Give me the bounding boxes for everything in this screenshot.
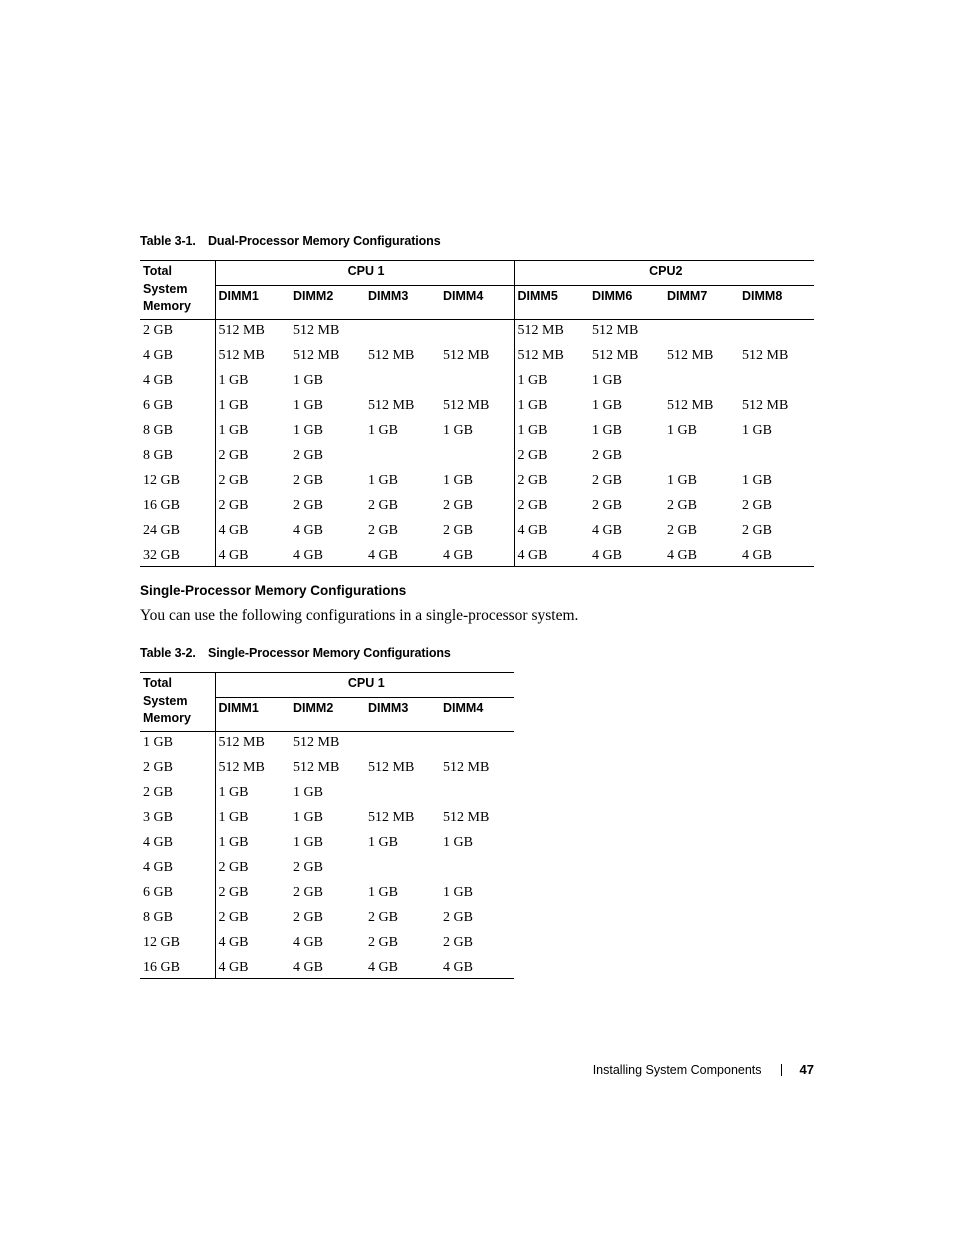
dimm-cell: 2 GB — [514, 471, 589, 496]
table-row — [140, 933, 514, 958]
dimm-cell: 2 GB — [368, 935, 398, 950]
dimm-cell: 1 GB — [592, 373, 622, 388]
table-row — [140, 346, 814, 371]
dimm-cell: 4 GB — [215, 958, 290, 979]
dimm-cell: 2 GB — [667, 523, 697, 538]
dimm-cell: 512 MB — [443, 760, 490, 775]
dimm-header: DIMM4 — [440, 286, 514, 320]
table-row — [140, 396, 814, 421]
dimm-cell: 1 GB — [293, 373, 323, 388]
dimm-cell: 1 GB — [443, 835, 473, 850]
dimm-cell: 512 MB — [215, 732, 290, 759]
table-3-1-caption — [140, 234, 441, 248]
dimm-cell: 2 GB — [293, 448, 323, 463]
dimm-cell — [365, 783, 440, 808]
table-row — [140, 521, 814, 546]
dimm-cell: 512 MB — [742, 348, 789, 363]
table-3-2-number: Table 3-2. — [140, 646, 196, 660]
dimm-cell: 1 GB — [293, 398, 323, 413]
dimm-cell: 2 GB — [293, 860, 323, 875]
table-row — [140, 471, 814, 496]
dimm-cell: 4 GB — [365, 546, 440, 567]
table-row — [140, 783, 514, 808]
table-3-1-number: Table 3-1. — [140, 234, 196, 248]
dimm-cell: 1 GB — [215, 808, 290, 833]
table-row — [140, 732, 514, 759]
dimm-cell: 2 GB — [368, 523, 398, 538]
table-row — [140, 546, 814, 567]
page-number: 47 — [799, 1062, 814, 1077]
dimm-cell: 512 MB — [293, 348, 340, 363]
dimm-cell: 4 GB — [290, 958, 365, 979]
total-memory-cell: 8 GB — [143, 423, 173, 438]
dimm-cell: 4 GB — [365, 958, 440, 979]
page-footer — [593, 1062, 814, 1077]
dimm-cell: 512 MB — [443, 348, 490, 363]
dimm-cell: 4 GB — [440, 546, 514, 567]
table-row — [140, 758, 514, 783]
dimm-cell — [365, 371, 440, 396]
dimm-cell: 1 GB — [215, 833, 290, 858]
dimm-cell — [365, 320, 440, 347]
total-memory-cell: 32 GB — [140, 546, 215, 567]
dimm-cell: 1 GB — [215, 371, 290, 396]
dimm-cell: 2 GB — [742, 523, 772, 538]
total-memory-cell: 2 GB — [143, 785, 173, 800]
single-processor-table — [140, 672, 514, 979]
dimm-cell: 512 MB — [293, 323, 340, 338]
dimm-cell: 1 GB — [368, 835, 398, 850]
dimm-header: DIMM3 — [365, 286, 440, 320]
dimm-cell: 1 GB — [293, 785, 323, 800]
dimm-cell: 512 MB — [215, 758, 290, 783]
dimm-cell: 2 GB — [215, 496, 290, 521]
dimm-cell: 2 GB — [215, 908, 290, 933]
dimm-cell: 1 GB — [514, 396, 589, 421]
dimm-header: DIMM7 — [664, 286, 739, 320]
dimm-cell: 1 GB — [443, 885, 473, 900]
dimm-cell: 2 GB — [514, 496, 589, 521]
dimm-cell: 1 GB — [667, 473, 697, 488]
total-memory-cell: 4 GB — [143, 835, 173, 850]
dimm-cell: 1 GB — [667, 423, 697, 438]
dimm-header: DIMM5 — [514, 286, 589, 320]
dimm-cell: 1 GB — [443, 473, 473, 488]
dimm-header: DIMM2 — [290, 698, 365, 732]
dimm-cell: 1 GB — [742, 473, 772, 488]
dimm-cell: 1 GB — [215, 396, 290, 421]
dimm-cell: 2 GB — [215, 858, 290, 883]
dimm-cell: 1 GB — [293, 835, 323, 850]
table-row — [140, 808, 514, 833]
dimm-cell — [440, 732, 514, 759]
dual-processor-table — [140, 260, 814, 567]
dimm-cell: 1 GB — [592, 423, 622, 438]
dimm-cell: 1 GB — [742, 423, 772, 438]
total-memory-cell: 1 GB — [143, 735, 173, 750]
dimm-cell — [440, 858, 514, 883]
dimm-cell: 2 GB — [368, 910, 398, 925]
table-row — [140, 371, 814, 396]
dimm-cell: 2 GB — [215, 471, 290, 496]
dimm-cell: 2 GB — [443, 523, 473, 538]
dimm-cell: 2 GB — [368, 498, 398, 513]
total-memory-cell: 6 GB — [143, 398, 173, 413]
dimm-cell: 4 GB — [293, 935, 323, 950]
total-memory-cell: 12 GB — [143, 473, 180, 488]
cpu1-group-header: CPU 1 — [215, 673, 514, 698]
dimm-cell — [440, 783, 514, 808]
section-heading: Single-Processor Memory Configurations — [140, 583, 407, 598]
dimm-cell: 512 MB — [368, 398, 415, 413]
total-memory-cell: 3 GB — [143, 810, 173, 825]
dimm-cell: 512 MB — [514, 320, 589, 347]
dimm-cell: 1 GB — [215, 421, 290, 446]
dimm-cell: 2 GB — [443, 935, 473, 950]
total-memory-cell: 4 GB — [143, 860, 173, 875]
table-row — [140, 833, 514, 858]
cpu1-group-header: CPU 1 — [215, 261, 514, 286]
dimm-cell: 512 MB — [293, 735, 340, 750]
dimm-cell: 2 GB — [592, 473, 622, 488]
total-memory-cell: 4 GB — [143, 373, 173, 388]
dimm-cell: 2 GB — [215, 446, 290, 471]
dimm-cell: 4 GB — [664, 546, 739, 567]
total-memory-cell: 4 GB — [143, 348, 173, 363]
total-memory-header: Total System Memory — [140, 673, 215, 732]
dimm-header: DIMM1 — [215, 698, 290, 732]
total-memory-cell: 8 GB — [143, 910, 173, 925]
dimm-header: DIMM6 — [589, 286, 664, 320]
dimm-cell — [365, 732, 440, 759]
dimm-cell: 1 GB — [443, 423, 473, 438]
dimm-cell: 4 GB — [589, 546, 664, 567]
dimm-cell: 2 GB — [443, 498, 473, 513]
dimm-cell: 2 GB — [293, 498, 323, 513]
chapter-title: Installing System Components — [592, 1062, 762, 1077]
dimm-cell: 1 GB — [368, 885, 398, 900]
dimm-cell: 1 GB — [514, 421, 589, 446]
dimm-cell: 512 MB — [514, 346, 589, 371]
dimm-cell: 4 GB — [514, 546, 589, 567]
dimm-cell: 1 GB — [368, 423, 398, 438]
total-memory-cell: 2 GB — [143, 760, 173, 775]
total-memory-cell: 6 GB — [143, 885, 173, 900]
table-row — [140, 908, 514, 933]
dimm-cell: 512 MB — [443, 810, 490, 825]
dimm-cell: 512 MB — [368, 760, 415, 775]
table-row — [140, 496, 814, 521]
dimm-cell — [739, 320, 814, 347]
table-row — [140, 858, 514, 883]
table-3-2-caption — [140, 646, 451, 660]
dimm-cell: 4 GB — [514, 521, 589, 546]
dimm-cell: 2 GB — [293, 473, 323, 488]
dimm-cell: 4 GB — [440, 958, 514, 979]
dimm-cell: 1 GB — [215, 783, 290, 808]
dimm-cell: 512 MB — [215, 320, 290, 347]
total-memory-header: Total System Memory — [140, 261, 215, 320]
total-memory-cell: 16 GB — [143, 498, 180, 513]
dimm-cell — [664, 371, 739, 396]
dimm-cell: 2 GB — [742, 498, 772, 513]
dimm-cell: 2 GB — [443, 910, 473, 925]
dimm-cell: 1 GB — [368, 473, 398, 488]
dimm-cell — [739, 371, 814, 396]
dimm-cell: 512 MB — [592, 348, 639, 363]
total-memory-cell: 2 GB — [143, 323, 173, 338]
dimm-cell: 512 MB — [592, 323, 639, 338]
dimm-cell: 4 GB — [293, 523, 323, 538]
dimm-cell — [440, 371, 514, 396]
dimm-header: DIMM2 — [290, 286, 365, 320]
dimm-cell: 512 MB — [667, 398, 714, 413]
dimm-cell — [440, 320, 514, 347]
dimm-cell: 2 GB — [592, 498, 622, 513]
dimm-cell: 512 MB — [667, 348, 714, 363]
dimm-cell: 512 MB — [742, 398, 789, 413]
dimm-header: DIMM4 — [440, 698, 514, 732]
dimm-cell: 512 MB — [443, 398, 490, 413]
total-memory-cell: 16 GB — [140, 958, 215, 979]
dimm-cell: 2 GB — [592, 448, 622, 463]
dimm-cell: 4 GB — [739, 546, 814, 567]
dimm-cell: 1 GB — [514, 371, 589, 396]
table-row — [140, 320, 814, 347]
dimm-cell: 512 MB — [368, 810, 415, 825]
table-row — [140, 421, 814, 446]
dimm-cell: 1 GB — [592, 398, 622, 413]
table-3-2-title: Single-Processor Memory Configurations — [208, 646, 451, 660]
section-paragraph: You can use the following configurations in a single-processor system. — [140, 607, 579, 624]
dimm-cell — [440, 446, 514, 471]
dimm-cell — [664, 446, 739, 471]
dimm-cell — [664, 320, 739, 347]
total-memory-cell: 12 GB — [143, 935, 180, 950]
dimm-cell: 2 GB — [293, 885, 323, 900]
dimm-header: DIMM8 — [739, 286, 814, 320]
table-row — [140, 446, 814, 471]
dimm-cell — [365, 858, 440, 883]
total-memory-cell: 24 GB — [143, 523, 180, 538]
dimm-cell: 512 MB — [368, 348, 415, 363]
dimm-cell: 512 MB — [293, 760, 340, 775]
dimm-cell: 4 GB — [592, 523, 622, 538]
dimm-cell: 2 GB — [514, 446, 589, 471]
dimm-cell: 512 MB — [215, 346, 290, 371]
dimm-cell: 2 GB — [293, 910, 323, 925]
dimm-cell: 1 GB — [293, 810, 323, 825]
dimm-cell: 4 GB — [290, 546, 365, 567]
dimm-cell — [739, 446, 814, 471]
dimm-cell: 1 GB — [293, 423, 323, 438]
total-memory-cell: 8 GB — [143, 448, 173, 463]
table-3-1-title: Dual-Processor Memory Configurations — [208, 234, 441, 248]
dimm-cell: 2 GB — [667, 498, 697, 513]
dimm-cell: 2 GB — [215, 883, 290, 908]
table-row — [140, 883, 514, 908]
footer-divider — [781, 1064, 782, 1076]
dimm-cell: 4 GB — [215, 546, 290, 567]
dimm-cell: 4 GB — [215, 521, 290, 546]
dimm-cell: 4 GB — [215, 933, 290, 958]
dimm-header: DIMM3 — [365, 698, 440, 732]
dimm-header: DIMM1 — [215, 286, 290, 320]
cpu2-group-header: CPU2 — [514, 261, 814, 286]
table-row — [140, 958, 514, 979]
dimm-cell — [365, 446, 440, 471]
